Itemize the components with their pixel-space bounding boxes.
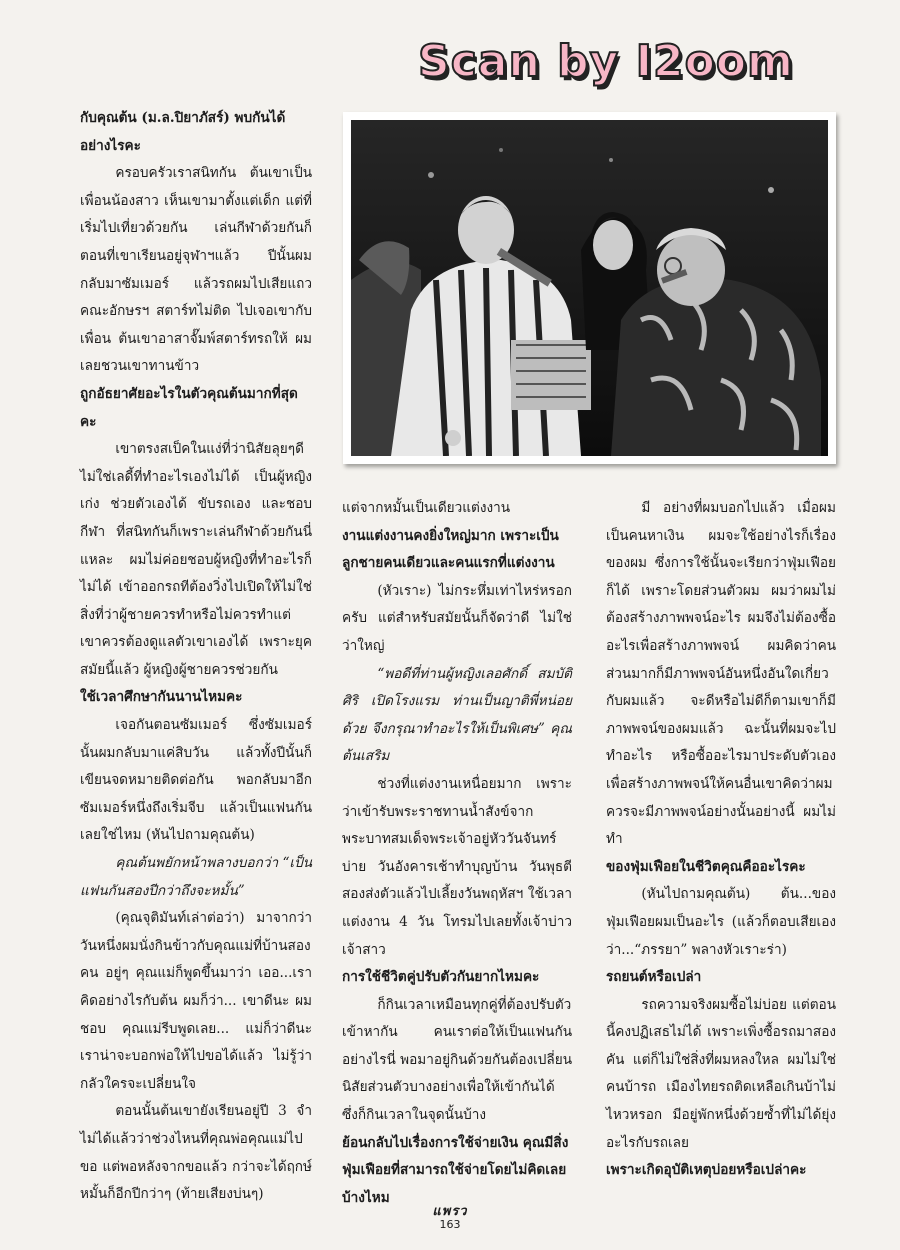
interview-question: ของฟุ่มเฟือยในชีวิตคุณคืออะไรคะ — [606, 858, 806, 875]
interview-question: กับคุณต้น (ม.ล.ปิยาภัสร์) พบกันได้อย่างไรคะ — [80, 110, 286, 154]
magazine-logo: แพรว — [432, 1204, 468, 1219]
answer-paragraph: ครอบครัวเราสนิทกัน ต้นเขาเป็นเพื่อนน้องสาว เห็นเขามาตั้งแต่เด็ก แต่ที่เริ่มไปเที่ยวด้วยกัน เล่นกีฬาด้วยกันก็ตอนที่เขาเรียนอยู่จุฬาฯแล้ว ปีนั้นผมกลับมาซัมเมอร์ แล้วรถผมไปเสียแถวคณะอักษรฯ สตาร์ทไม่ติด ไปเจอเขากับเพื่อน ต้นเขาอาสาจั๊มพ์สตาร์ทรถให้ ผมเลยชวนเขาทานข้าว — [80, 165, 312, 375]
quote-paragraph: “พอดีที่ท่านผู้หญิงเลอศักดิ์ สมบัติศิริ เปิดโรงแรม ท่านเป็นญาติพี่หน่อยด้วย จึงกรุณาทำอะไรให้เป็นพิเศษ” คุณต้นเสริม — [342, 665, 572, 765]
quote-paragraph: คุณต้นพยักหน้าพลางบอกว่า “เป็นแฟนกันสองปีกว่าถึงจะหมั้น” — [80, 855, 312, 899]
interview-question: ใช้เวลาศึกษากันนานไหมคะ — [80, 689, 243, 706]
interview-question: ย้อนกลับไปเรื่องการใช้จ่ายเงิน คุณมีสิ่งฟุ่มเฟือยที่สามารถใช้จ่ายโดยไม่คิดเลยบ้างไหม — [342, 1134, 569, 1206]
continued-paragraph: แต่จากหมั้นเป็นเดียวแต่งงาน — [342, 500, 511, 516]
answer-paragraph: เขาตรงสเป็คในแง่ที่ว่านิสัยลุยๆดีไม่ใช่เลดี้ที่ทำอะไรเองไม่ได้ เป็นผู้หญิงเก่ง ช่วยตัวเองได้ ขับรถเอง และชอบกีฬา ที่สนิทกันก็เพราะเล่นกีฬาด้วยกันนี่แหละ ผมไม่ค่อยชอบผู้หญิงที่ทำอะไรก็ไม่ได้ เข้าออกรถทีต้องวิ่งไปเปิดให้ไม่ใช่สิ่งที่ว่าผู้ชายควรทำหรือไม่ควรทำแต่เขาควรต้องดูแลตัวเขาเองได้ เพราะยุคสมัยนี้แล้ว ผู้หญิงผู้ชายควรช่วยกัน — [80, 441, 312, 678]
answer-paragraph: (คุณจุติมันท์เล่าต่อว่า) มาจากว่าวันหนึ่งผมนั่งกินข้าวกับคุณแม่ที่บ้านสองคน อยู่ๆ คุณแม่ก็พูดขึ้นมาว่า เออ...เราคิดอย่างไรกับต้น ผมก็ว่า... เขาดีนะ ผมชอบ คุณแม่รีบพูดเลย... แม่ก็ว่าดีนะ เราน่าจะบอกพ่อให้ไปขอได้แล้ว ไม่รู้ว่ากลัวใครจะเปลี่ยนใจ — [80, 910, 312, 1092]
interview-question: การใช้ชีวิตคู่ปรับตัวกันยากไหมคะ — [342, 969, 540, 986]
answer-paragraph: มี อย่างที่ผมบอกไปแล้ว เมื่อผมเป็นคนหาเงิน ผมจะใช้อย่างไรก็เรื่องของผม ซึ่งการใช้นั้นจะเรียกว่าฟุ่มเฟือยก็ได้ เพราะโดยส่วนตัวผม ผมว่าผมไม่ต้องสร้างภาพพจน์อะไร ผมจึงไม่ต้องซื้ออะไรเพื่อสร้างภาพพจน์ ผมคิดว่าคนส่วนมากก็มีภาพพจน์อันหนึ่งอันใดเกี่ยวกับผมแล้ว จะดีหรือไม่ดีก็ตามเขาก็มีภาพพจน์ของผมแล้ว ฉะนั้นที่ผมจะไปทำอะไร หรือซื้ออะไรมาประดับตัวเองเพื่อสร้างภาพพจน์ให้คนอื่นเขาคิดว่าผมควรจะมีภาพพจน์อย่างนั้นอย่างนี้ ผมไม่ทำ — [606, 500, 836, 848]
answer-paragraph: ตอนนั้นต้นเขายังเรียนอยู่ปี 3 จำไม่ได้แล้วว่าช่วงไหนที่คุณพ่อคุณแม่ไปขอ แต่พอหลังจากขอแล้ว กว่าจะได้ฤกษ์หมั้นก็อีกปีกว่าๆ (ท้ายเสียงบ่นๆ) — [80, 1103, 312, 1203]
answer-paragraph: (หันไปถามคุณต้น) ต้น...ของฟุ่มเฟือยผมเป็นอะไร (แล้วก็ตอบเสียเองว่า...“ภรรยา” พลางหัวเราะร่า) — [606, 886, 836, 958]
text-column-3 — [606, 495, 836, 1185]
answer-paragraph: เจอกันตอนซัมเมอร์ ซึ่งซัมเมอร์นั้นผมกลับมาแค่สิบวัน แล้วทั้งปีนั้นก็เขียนจดหมายติดต่อกัน พอกลับมาอีกซัมเมอร์หนึ่งถึงเริ่มจีบ แล้วเป็นแฟนกันเลยใช่ไหม (หันไปถามคุณต้น) — [80, 717, 312, 844]
interview-question: งานแต่งงานคงยิ่งใหญ่มาก เพราะเป็นลูกชายคนเดียวและคนแรกที่แต่งงาน — [342, 527, 559, 572]
text-column-1 — [80, 105, 312, 1209]
answer-paragraph: (หัวเราะ) ไม่กระหึ่มเท่าไหร่หรอกครับ แต่สำหรับสมัยนั้นก็จัดว่าดี ไม่ใช่ว่าใหญ่ — [342, 582, 572, 654]
answer-paragraph: ช่วงที่แต่งงานเหนื่อยมาก เพราะว่าเข้ารับพระราชทานน้ำสังข์จากพระบาทสมเด็จพระเจ้าอยู่หัววันจันทร์บ่าย วันอังคารเช้าทำบุญบ้าน วันพุธตีสองส่งตัวแล้วไปเลี้ยงวันพฤหัสฯ ใช้เวลาแต่งงาน 4 วัน โทรมไปเลยทั้งเจ้าบ่าวเจ้าสาว — [342, 775, 572, 958]
interview-question: รถยนต์หรือเปล่า — [606, 969, 702, 986]
scanner-watermark: Scan by I2oom — [418, 36, 794, 87]
page-number: 163 — [439, 1218, 461, 1231]
interview-question: เพราะเกิดอุบัติเหตุบ่อยหรือเปล่าคะ — [606, 1162, 807, 1179]
answer-paragraph: รถความจริงผมซื้อไม่บ่อย แต่ตอนนี้คงปฏิเสธไม่ได้ เพราะเพิ่งซื้อรถมาสองคัน แต่ก็ไม่ใช่สิ่งที่ผมหลงใหล ผมไม่ใช่คนบ้ารถ เมืองไทยรถติดเหลือเกินบ้าไม่ไหวหรอก มีอยู่พักหนึ่งด้วยซ้ำที่ไม่ได้ยุ่งอะไรกับรถเลย — [606, 996, 836, 1151]
photo-frame — [343, 112, 836, 464]
text-column-2 — [342, 495, 572, 1212]
answer-paragraph: ก็กินเวลาเหมือนทุกคู่ที่ต้องปรับตัวเข้าหากัน คนเราต่อให้เป็นแฟนกันอย่างไรนี่ พอมาอยู่กินด้วยกันต้องเปลี่ยนนิสัยส่วนตัวบางอย่างเพื่อให้เข้ากันได้ ซึ่งก็กินเวลาในจุดนั้นบ้าง — [342, 996, 572, 1124]
couple-and-elder-photo — [351, 120, 828, 456]
interview-question: ถูกอัธยาศัยอะไรในตัวคุณต้นมากที่สุดคะ — [80, 385, 298, 430]
